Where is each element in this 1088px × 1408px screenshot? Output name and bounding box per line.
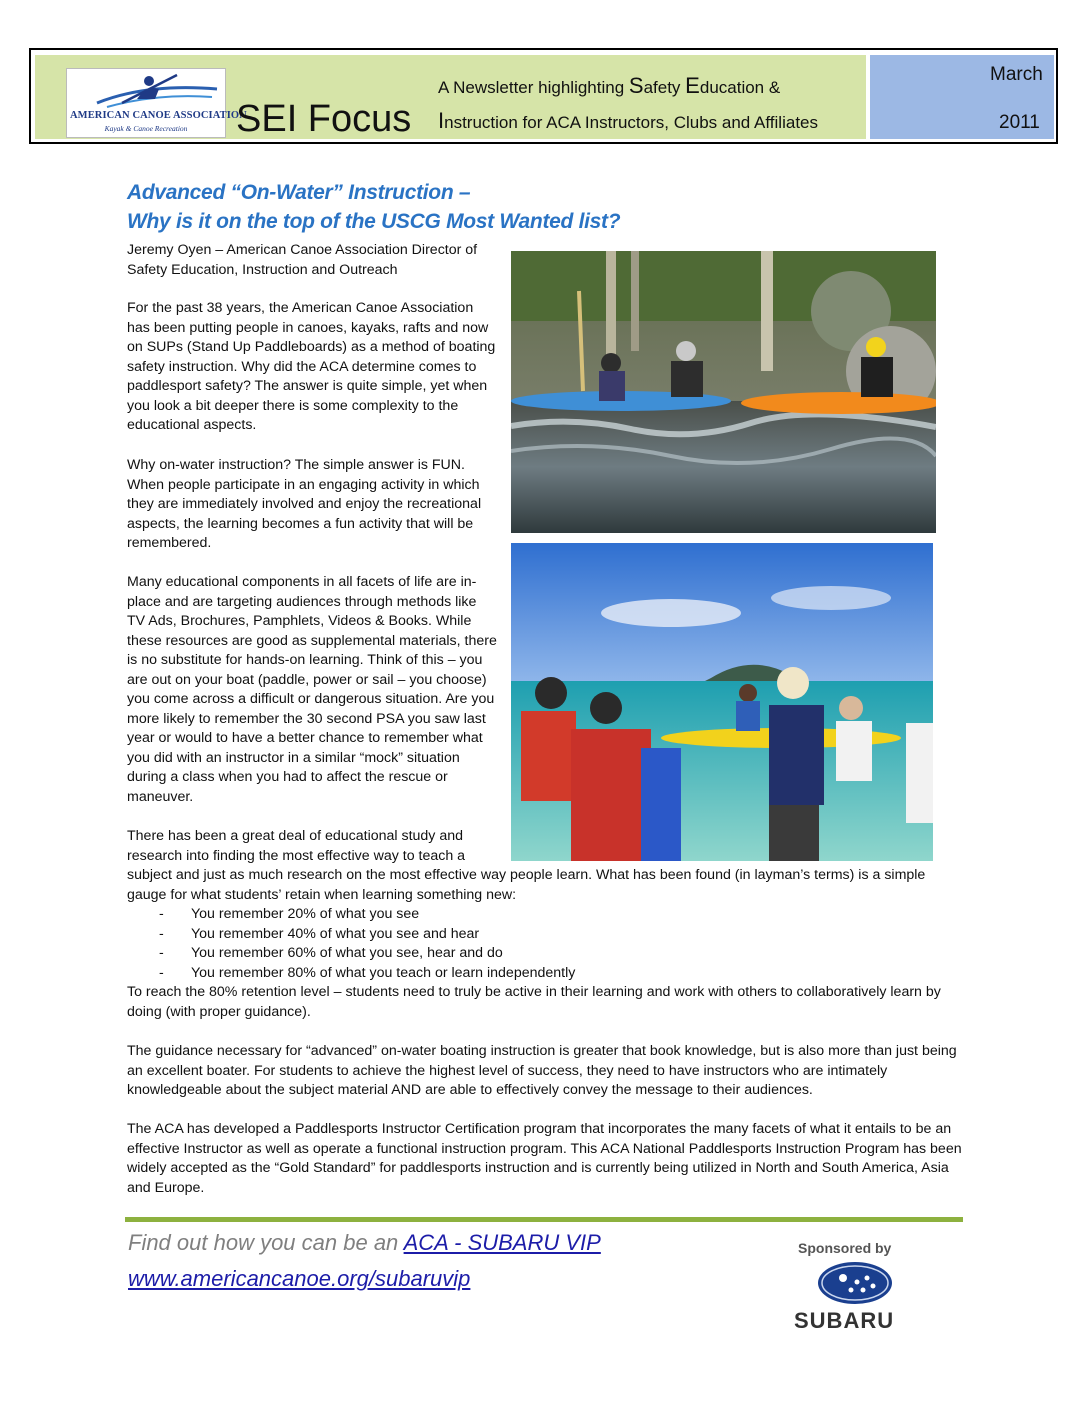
sponsor-brand: SUBARU bbox=[794, 1308, 895, 1333]
list-item: - You remember 60% of what you see, hear and do bbox=[159, 945, 503, 961]
promo-line: Find out how you can be an ACA - SUBARU VIP bbox=[128, 1230, 601, 1255]
issue-month: March bbox=[990, 64, 1043, 85]
article-paragraph-4-cont: subject and just as much research on the most effective way people learn. What has been found (in layman’s terms) is a simple gauge for what students’ retain when learning something new: bbox=[127, 867, 926, 903]
article-paragraph-7: The ACA has developed a Paddlesports Instructor Certification program that incorporates the many facets of what it entails to be an effective Instructor as well as operate a functional instruction program. This ACA National Paddlesports Instruction Program has been widely accepted as the “Gold Standard” for paddlesports instruction and is currently being utilized in North and South America, Asia and Europe. bbox=[127, 1121, 962, 1196]
subaru-logo-icon bbox=[817, 1260, 893, 1306]
article-byline: Jeremy Oyen – American Canoe Association Director of Safety Education, Instruction and Outreach bbox=[127, 242, 478, 278]
list-item: - You remember 80% of what you teach or learn independently bbox=[159, 964, 576, 981]
article-paragraph-3: Many educational components in all facets of life are in-place and are targeting audiences through methods like TV Ads, Brochures, Pamphlets, Videos & Books. While these resources are good as supplemental materials, there is no substitute for hands-on learning. Think of this – you are out on your boat (paddle, power or sail – you choose) you come across a difficult or dangerous situation. Are you more likely to remember the 30 second PSA you saw last year or would to have a better chance to remember what you did with an instructor in a similar “mock” situation during a class when you had to affect the rescue or maneuver. bbox=[127, 574, 497, 805]
sponsor-label: Sponsored by bbox=[798, 1240, 892, 1256]
article-headline-line-2: Why is it on the top of the USCG Most Wanted list? bbox=[127, 210, 621, 233]
tagline-line-1: A Newsletter highlighting Safety Education & bbox=[438, 73, 781, 98]
article-paragraph-5: To reach the 80% retention level – students need to truly be active in their learning and work with others to collaboratively learn by doing (with proper guidance). bbox=[127, 984, 941, 1020]
vip-link[interactable]: ACA - SUBARU VIP bbox=[403, 1230, 601, 1255]
retention-list bbox=[127, 905, 963, 983]
issue-year: 2011 bbox=[999, 112, 1040, 133]
aca-logo bbox=[66, 68, 247, 138]
sea-kayak-class-photo bbox=[511, 543, 933, 861]
tagline-line-2: Instruction for ACA Instructors, Clubs and Affiliates bbox=[438, 108, 818, 133]
article-paragraph-2: Why on-water instruction? The simple answer is FUN. When people participate in an engaging activity in which they are immediately involved and enjoy the recreational aspects, the learning becomes a fun activity that will be remembered. bbox=[127, 457, 482, 551]
article-paragraph-4-start: There has been a great deal of educational study and research into finding the most effective way to teach a bbox=[127, 828, 466, 864]
subaru-vip-url-link[interactable]: www.americancanoe.org/subaruvip bbox=[128, 1266, 471, 1291]
logo-name: AMERICAN CANOE ASSOCIATION bbox=[70, 110, 247, 121]
masthead bbox=[29, 48, 1058, 144]
sponsor-block bbox=[790, 1238, 920, 1338]
list-item: - You remember 20% of what you see bbox=[159, 906, 420, 922]
logo-tagline: Kayak & Canoe Recreation bbox=[104, 124, 188, 133]
article-paragraph-6: The guidance necessary for “advanced” on-water boating instruction is greater that book knowledge, but is also more than just being an excellent boater. For students to achieve the highest level of success, they need to have instructors who are intimately knowledgeable about the subject material AND are able to effectively convey the message to their audiences. bbox=[127, 1043, 957, 1098]
masthead-title-panel bbox=[35, 55, 866, 139]
article-paragraph-1: For the past 38 years, the American Canoe Association has been putting people in canoes, kayaks, rafts and now on SUPs (Stand Up Paddleboards) as a method of boating safety instruction. Why did the ACA determine comes to paddlesport safety? The answer is quite simple, yet when you look a bit deeper there is some complexity to the educational aspects. bbox=[127, 300, 496, 433]
list-item: - You remember 40% of what you see and hear bbox=[159, 925, 480, 942]
article-headline-line-1: Advanced “On-Water” Instruction – bbox=[127, 181, 471, 204]
kayakers-river-photo bbox=[511, 251, 936, 533]
footer-divider bbox=[125, 1217, 963, 1222]
newsletter-title: SEI Focus bbox=[236, 98, 412, 140]
